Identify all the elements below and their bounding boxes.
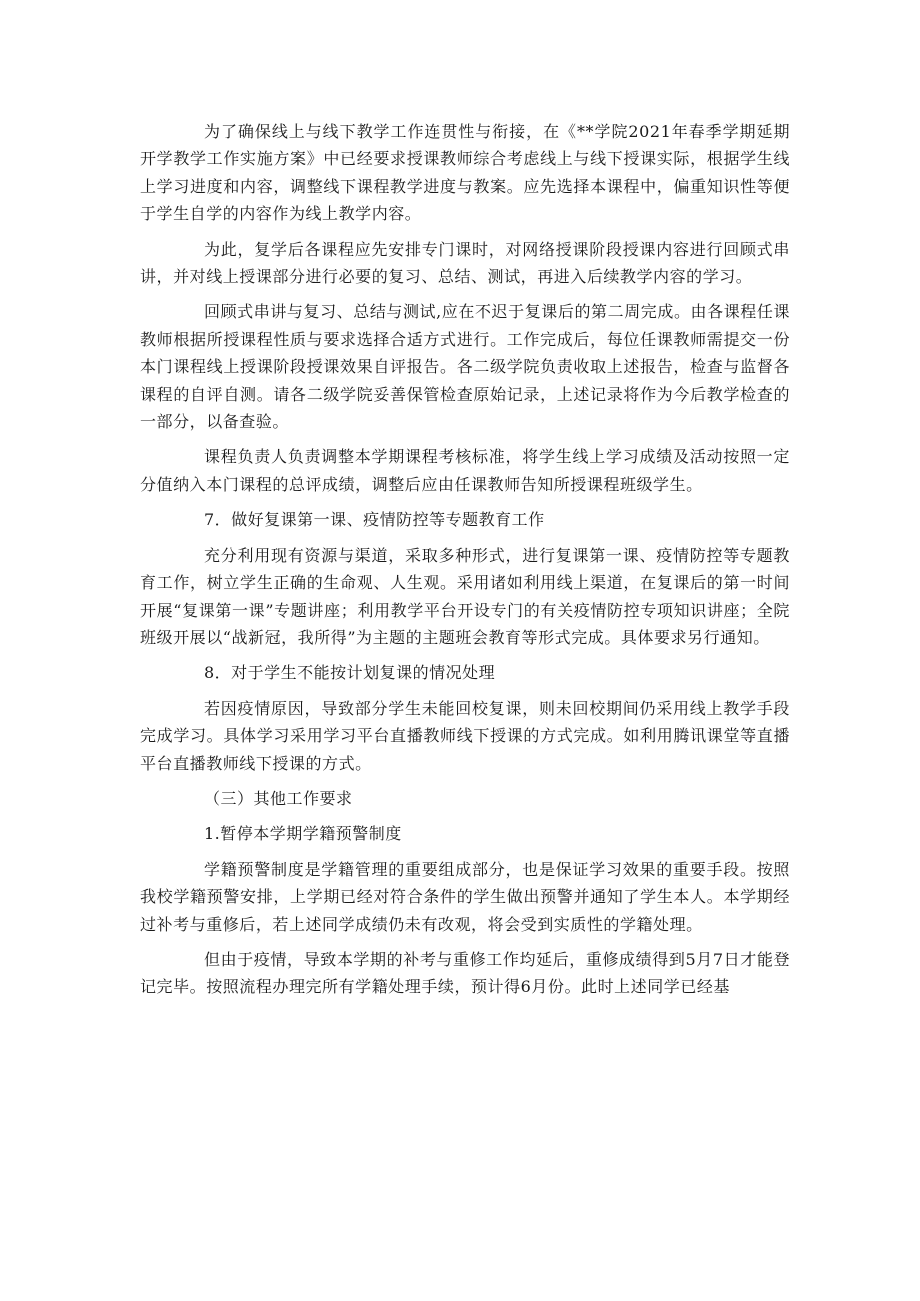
paragraph: 回顾式串讲与复习、总结与测试,应在不迟于复课后的第二周完成。由各课程任课教师根据所授课程性质与要求选择合适方式进行。工作完成后，每位任课教师需提交一份本门课程线上授课阶段授课效果自评报告。各二级学院负责收取上述报告，检查与监督各课程的自评自测。请各二级学院妥善保管检查原始记录，上述记录将作为今后教学检查的一部分，以备查验。 [140,302,790,432]
document-body [140,118,790,1009]
subsection-heading-1: 1.暂停本学期学籍预警制度 [204,824,402,844]
section-heading-7: 7．做好复课第一课、疫情防控等专题教育工作 [204,510,545,530]
paragraph: 若因疫情原因，导致部分学生未能回校复课，则未回校期间仍采用线上教学手段完成学习。具体学习采用学习平台直播教师线下授课的方式完成。如利用腾讯课堂等直播平台直播教师线下授课的方式。 [140,698,790,773]
paragraph: 为了确保线上与线下教学工作连贯性与衔接，在《**学院2021年春季学期延期开学教学工作实施方案》中已经要求授课教师综合考虑线上与线下授课实际，根据学生线上学习进度和内容，调整线下课程教学进度与教案。应先选择本课程中，偏重知识性等便于学生自学的内容作为线上教学内容。 [140,122,790,224]
paragraph: 为此，复学后各课程应先安排专门课时，对网络授课阶段授课内容进行回顾式串讲，并对线上授课部分进行必要的复习、总结、测试，再进入后续教学内容的学习。 [140,239,790,287]
section-heading-8: 8．对于学生不能按计划复课的情况处理 [204,663,496,683]
paragraph: 学籍预警制度是学籍管理的重要组成部分，也是保证学习效果的重要手段。按照我校学籍预警安排，上学期已经对符合条件的学生做出预警并通知了学生本人。本学期经过补考与重修后，若上述同学成绩仍未有改观，将会受到实质性的学籍处理。 [140,859,790,934]
paragraph: 课程负责人负责调整本学期课程考核标准，将学生线上学习成绩及活动按照一定分值纳入本门课程的总评成绩，调整后应由任课教师告知所授课程班级学生。 [140,447,790,494]
section-heading-other-requirements: （三）其他工作要求 [204,788,353,808]
paragraph: 但由于疫情，导致本学期的补考与重修工作均延后，重修成绩得到5月7日才能登记完毕。按照流程办理完所有学籍处理手续，预计得6月份。此时上述同学已经基 [140,949,790,997]
paragraph: 充分利用现有资源与渠道，采取多种形式，进行复课第一课、疫情防控等专题教育工作，树立学生正确的生命观、人生观。采用诸如利用线上渠道，在复课后的第一时间开展“复课第一课”专题讲座；利用教学平台开设专门的有关疫情防控专项知识讲座；全院班级开展以“战新冠，我所得”为主题的主题班会教育等形式完成。具体要求另行通知。 [140,545,790,647]
